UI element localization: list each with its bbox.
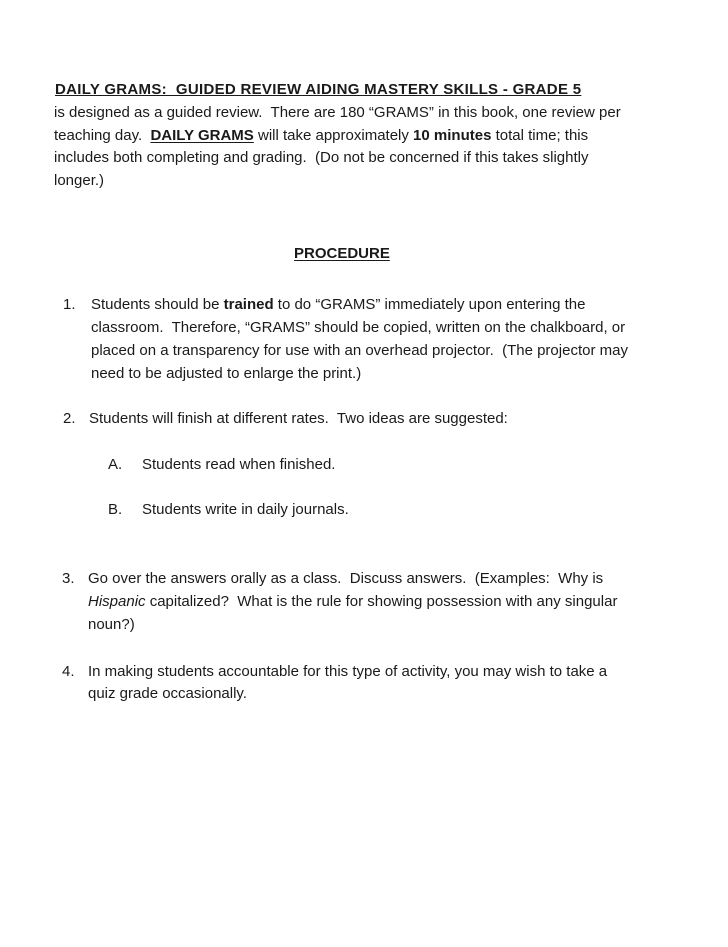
text: teaching day.	[54, 127, 151, 144]
item-line: In making students accountable for this type of activity, you may wish to take a	[88, 663, 608, 680]
procedure-heading: PROCEDURE	[294, 245, 390, 262]
item-line: need to be adjusted to enlarge the print.)	[91, 365, 362, 382]
document-title: DAILY GRAMS: GUIDED REVIEW AIDING MASTERY SKILLS - GRADE 5	[55, 81, 582, 98]
item-number: 1.	[63, 296, 76, 313]
sub-item-letter: A.	[108, 456, 123, 473]
text: total time; this	[491, 127, 589, 144]
bold-text: 10 minutes	[413, 127, 492, 144]
text: to do “GRAMS” immediately upon entering the	[273, 296, 586, 313]
sub-item-text: Students write in daily journals.	[142, 501, 349, 518]
item-line: Go over the answers orally as a class. Discuss answers. (Examples: Why is	[88, 570, 604, 587]
item-number: 4.	[62, 663, 75, 680]
item-line	[91, 296, 585, 314]
item-line: noun?)	[88, 616, 135, 633]
intro-line	[54, 127, 588, 145]
bold-text: DAILY GRAMS	[150, 127, 254, 144]
item-line: quiz grade occasionally.	[88, 685, 247, 702]
intro-line: longer.)	[54, 172, 105, 189]
text: Students should be	[91, 296, 224, 313]
bold-text: trained	[223, 296, 274, 313]
item-line: Students will finish at different rates. Two ideas are suggested:	[89, 410, 508, 427]
item-number: 3.	[62, 570, 75, 587]
item-line	[88, 593, 617, 611]
text: capitalized? What is the rule for showing possession with any singular	[145, 593, 618, 610]
sub-item-letter: B.	[108, 501, 123, 518]
intro-line: includes both completing and grading. (Do not be concerned if this takes slightly	[54, 149, 589, 166]
item-line: classroom. Therefore, “GRAMS” should be copied, written on the chalkboard, or	[91, 319, 626, 336]
intro-line: is designed as a guided review. There are 180 “GRAMS” in this book, one review per	[54, 104, 621, 121]
text: will take approximately	[253, 127, 414, 144]
italic-text: Hispanic	[88, 593, 146, 610]
sub-item-text: Students read when finished.	[142, 456, 336, 473]
item-line: placed on a transparency for use with an overhead projector. (The projector may	[91, 342, 628, 359]
item-number: 2.	[63, 410, 76, 427]
